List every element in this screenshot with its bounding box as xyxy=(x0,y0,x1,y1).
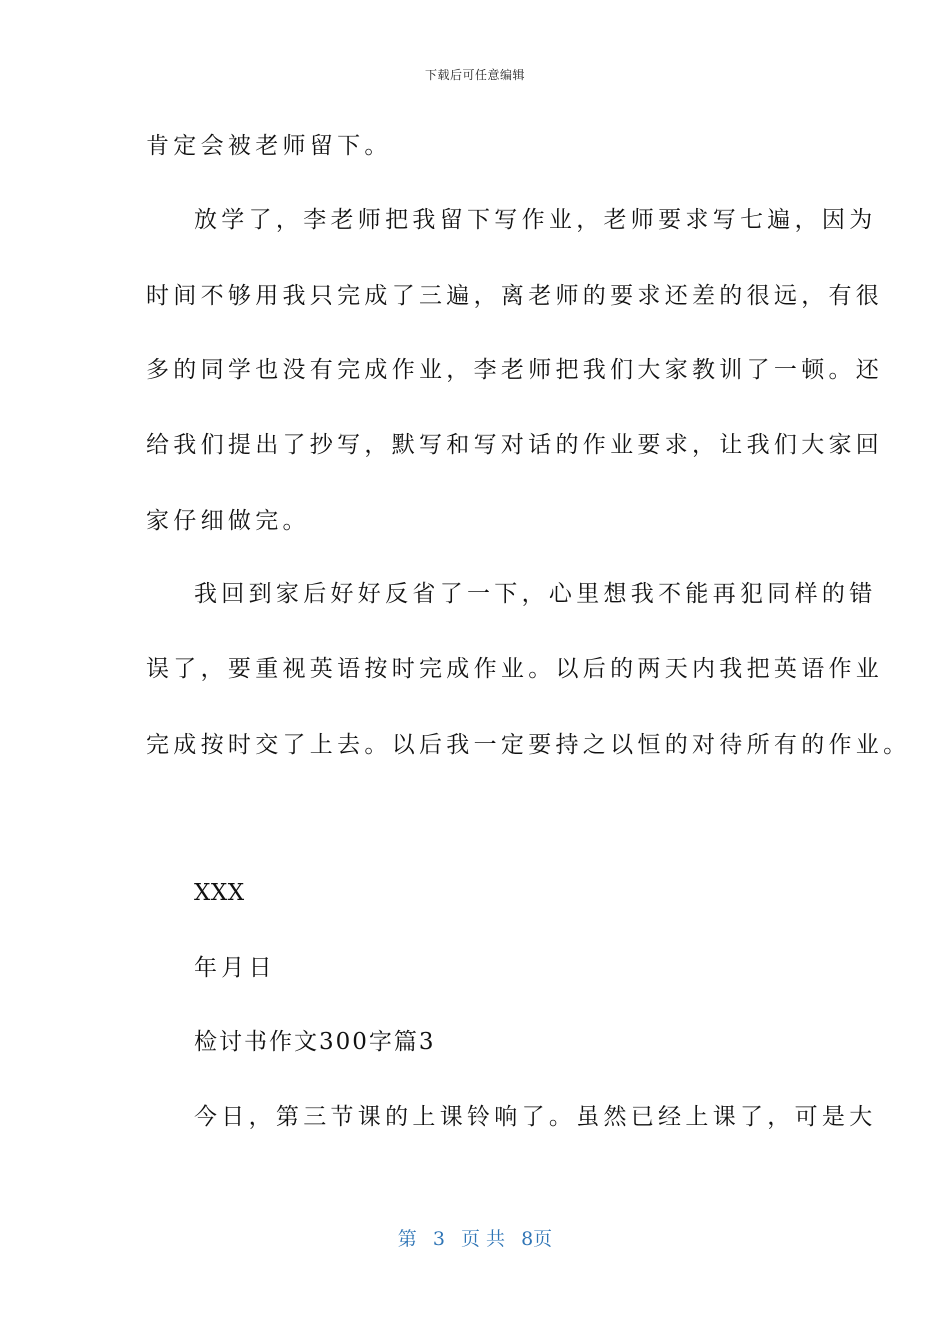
text-line: 给我们提出了抄写，默写和写对话的作业要求，让我们大家回 xyxy=(146,432,884,458)
footer-total-pages: 8页 xyxy=(521,1228,553,1250)
text-line: 多的同学也没有完成作业，李老师把我们大家教训了一顿。还 xyxy=(146,357,884,383)
signature-date: 年月日 xyxy=(194,955,276,981)
text-line: 完成按时交了上去。以后我一定要持之以恒的对待所有的作业。 xyxy=(146,732,911,758)
text-line: 放学了，李老师把我留下写作业，老师要求写七遍，因为 xyxy=(194,207,877,233)
page-header-note: 下载后可任意编辑 xyxy=(424,68,525,82)
text-line: 肯定会被老师留下。 xyxy=(146,133,392,159)
text-line: 家仔细做完。 xyxy=(146,508,310,534)
footer-current-page: 3 xyxy=(432,1228,445,1250)
text-line: 误了，要重视英语按时完成作业。以后的两天内我把英语作业 xyxy=(146,656,884,682)
footer-label-of: 页 共 xyxy=(461,1228,506,1250)
page-footer xyxy=(0,1224,950,1251)
text-line: 今日，第三节课的上课铃响了。虽然已经上课了，可是大 xyxy=(194,1104,877,1130)
signature-name: XXX xyxy=(194,880,245,906)
section-title: 检讨书作文300字篇3 xyxy=(194,1029,436,1055)
text-line: 我回到家后好好反省了一下，心里想我不能再犯同样的错 xyxy=(194,581,877,607)
text-line: 时间不够用我只完成了三遍，离老师的要求还差的很远，有很 xyxy=(146,283,884,309)
footer-label-page: 第 xyxy=(397,1228,417,1250)
